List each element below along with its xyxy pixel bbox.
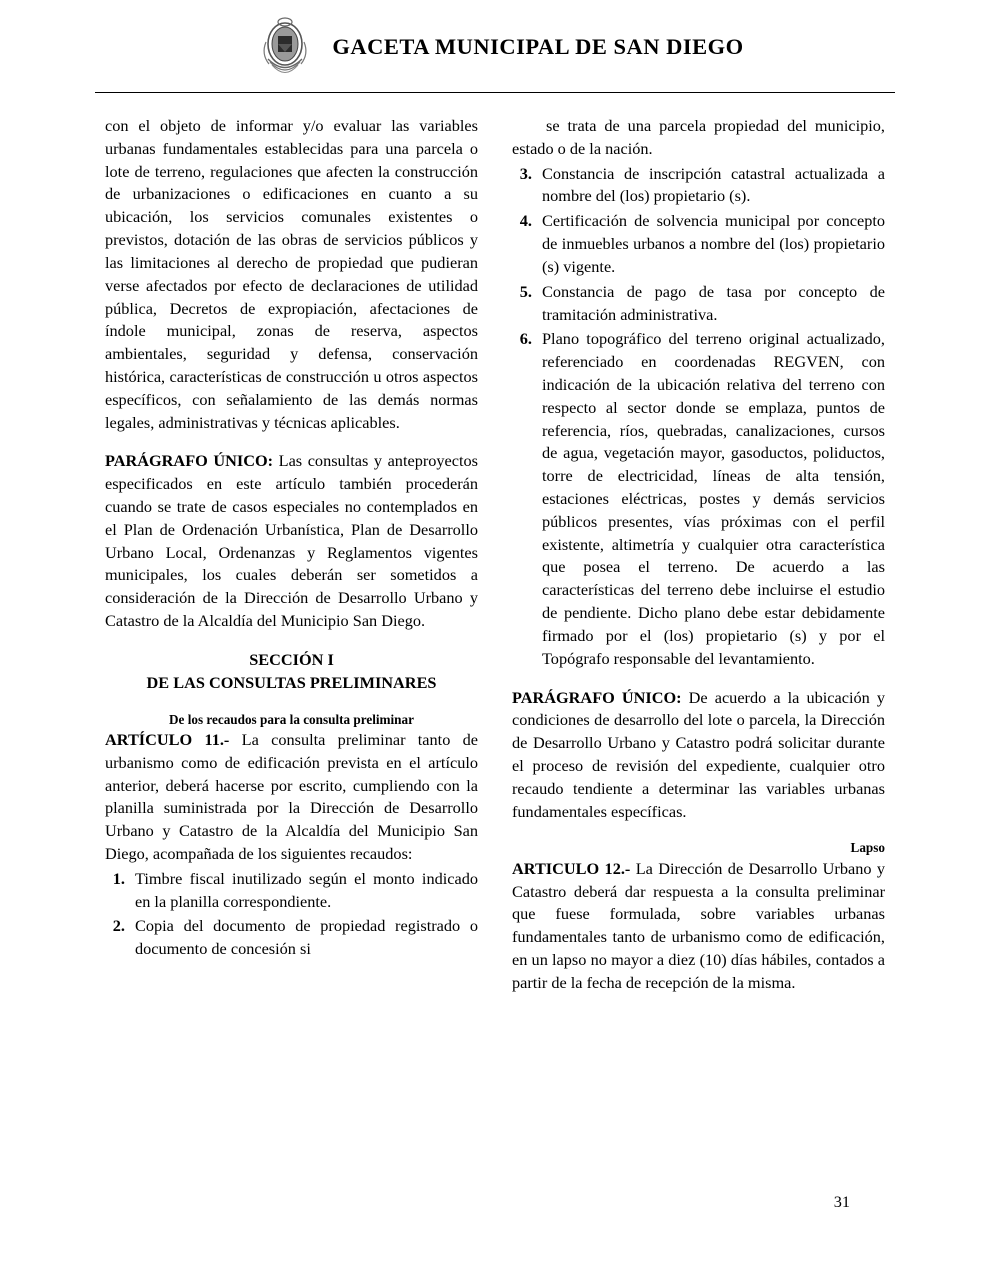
coat-of-arms-icon [256,14,314,80]
subheading-recaudos: De los recaudos para la consulta preliminar [169,711,414,727]
section-heading-2: DE LAS CONSULTAS PRELIMINARES [146,672,437,692]
list-item [512,281,885,327]
list-item [105,915,478,961]
list-item-text: Constancia de pago de tasa por concepto de tramitación administrativa. [542,281,885,324]
list-item-number: 6. [519,329,532,349]
document-header [0,0,990,80]
list-item [512,328,885,670]
paragrafo-unico-text: De acuerdo a la ubicación y condiciones de desarrollo del lote o parcela, la Dirección de Desarrollo Urbano y Catastro podrá solicitar durante el proceso de revisión del expediente, cualquier otro recaudo tendiente a determinar las variables urbanas fundamentales específicas. [512,687,885,821]
recaudos-list-left [105,868,478,961]
page-number: 31 [833,1192,850,1211]
paragraph-continuation: con el objeto de informar y/o evaluar las variables urbanas fundamentales establecidas para una parcela o lote de terreno, regulaciones que afecten la construcción de urbanizaciones o edificaciones en cuanto a su ubicación, los servicios comunales existentes o previstos, dotación de las obras de servicios públicos y las limitaciones al derecho de propiedad que pudieran verse afectados por efecto de declaraciones de utilidad pública, Decretos de expropiación, afectaciones de índole municipal, zonas de reserva, aspectos ambientales, seguridad y defensa, conservación histórica, características de construcción u otros aspectos específicos, con señalamiento de las demás normas legales, administrativas y técnicas aplicables. [105,116,478,432]
list-item-text: Plano topográfico del terreno original actualizado, referenciado en coordenadas REGVEN, con indicación de la ubicación relativa del terreno con respecto al sector donde se emplaza, puntos de referencia, ríos, quebradas, canalizaciones, cursos de agua, vegetación mayor, gasoductos, poliductos, torre de electricidad, líneas de alta tensión, estaciones eléctricas, postes y demás servicios públicos presentes, vías próximas con el perfil existente, altimetría y cualquier otra característica que posea el terreno. De acuerdo a las características del terreno debe incluirse el estudio de pendiente. Dicho plano debe estar debidamente firmado por el (los) propietario (s) y por el Topógrafo responsable del levantamiento. [542,329,885,668]
article-11-text: La consulta preliminar tanto de urbanismo como de edificación prevista en el artículo anterior, deberá hacerse por escrito, cumpliendo con la planilla suministrada por la Dirección de Desarrollo Urbano y Catastro de la Alcaldía del Municipio San Diego, acompañada de los siguientes recaudos: [105,729,479,864]
list-item-text: Certificación de solvencia municipal por concepto de inmuebles urbanos a nombre del (los) propietario (s) vigente. [542,211,885,276]
recaudos-list-right [512,163,885,671]
list-item-number: 5. [519,281,532,301]
paragrafo-unico-block-right [512,687,885,824]
list-item-number: 3. [519,163,532,183]
article-12-label: ARTICULO 12.- [512,858,631,878]
list-item-number: 4. [519,211,532,231]
article-12-block [512,858,885,995]
margin-note-lapso: Lapso [850,840,885,856]
list-item-number: 1. [112,868,125,888]
article-11-label: ARTÍCULO 11.- [105,729,230,749]
paragrafo-unico-label: PARÁGRAFO ÚNICO: [512,687,682,707]
list-item-continuation: se trata de una parcela propiedad del municipio, estado o de la nación. [512,116,885,158]
two-column-body [105,115,885,995]
paragrafo-unico-text: Las consultas y anteproyectos especificados en este artículo también procederán cuando se trate de casos especiales no contemplados en el Plan de Ordenación Urbanística, Plan de Desarrollo Urbano Local, Ordenanzas y Reglamentos vigentes municipales, los cuales deberán ser sometidos a consideración de la Dirección de Desarrollo Urbano y Catastro de la Alcaldía del Municipio San Diego. [105,451,478,631]
left-column [105,115,478,995]
article-12-text: La Dirección de Desarrollo Urbano y Catastro deberá dar respuesta a la consulta preliminar que fuese formulada, sobre variables urbanas fundamentales tanto de urbanismo como de edificación, en un lapso no mayor a diez (10) días hábiles, contados a partir de la fecha de recepción de la misma. [512,858,885,992]
header-divider [95,92,895,93]
paragrafo-unico-label: PARÁGRAFO ÚNICO: [105,451,274,471]
paragrafo-unico-block [105,450,478,633]
right-column [512,115,885,995]
list-item-text: Timbre fiscal inutilizado según el monto indicado en la planilla correspondiente. [135,868,478,911]
list-item-number: 2. [112,916,125,936]
list-item [512,163,885,209]
section-heading-1: SECCIÓN I [249,649,334,669]
list-item-text: Constancia de inscripción catastral actualizada a nombre del (los) propietario (s). [542,163,885,206]
article-11-block [105,729,478,866]
list-item [512,210,885,278]
list-item [105,868,478,914]
gazette-title: GACETA MUNICIPAL DE SAN DIEGO [332,34,744,59]
list-item-text: Copia del documento de propiedad registrado o documento de concesión si [135,916,478,959]
